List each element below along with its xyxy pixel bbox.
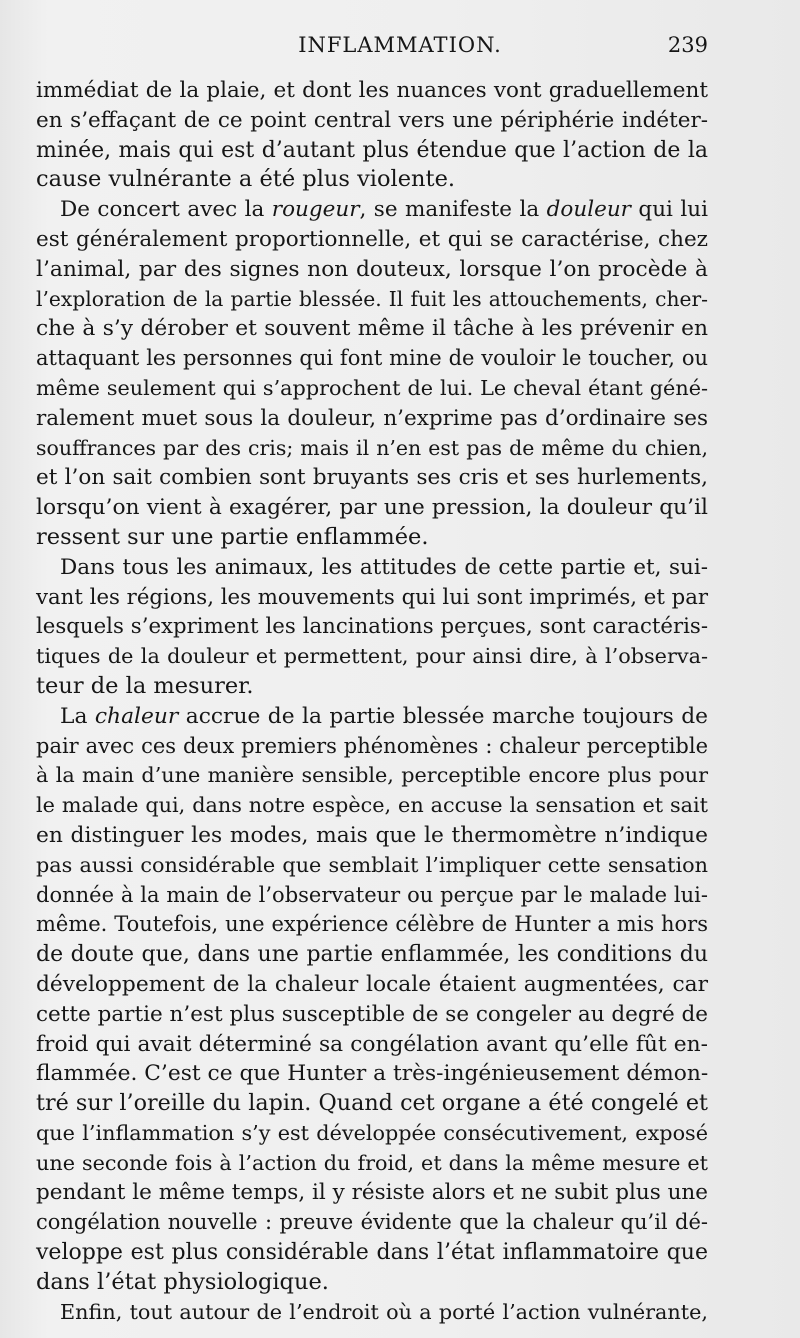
- text-line: dans l’état physiologique.: [36, 1268, 329, 1295]
- text-line: pendant le même temps, il y résiste alors et ne subit plus une: [36, 1180, 708, 1206]
- text-line: même seulement qui s’approchent de lui. Le cheval étant géné-: [36, 375, 708, 400]
- text-line: froid qui avait déterminé sa congélation avant qu’elle fût en-: [36, 1031, 708, 1057]
- running-title: INFLAMMATION.: [298, 33, 502, 57]
- text-line: souffrances par des cris; mais il n’en est pas de même du chien,: [36, 435, 708, 460]
- text-line: vant les régions, les mouvements qui lui sont imprimés, et par: [36, 584, 709, 610]
- emphasized-term: rougeur: [271, 197, 360, 223]
- text-line: à la main d’une manière sensible, perceptible encore plus pour: [36, 763, 708, 788]
- text-line: ralement muet sous la douleur, n’exprime pas d’ordinaire ses: [36, 405, 708, 431]
- text-line: Dans tous les animaux, les attitudes de cette partie et, sui-: [60, 554, 708, 580]
- text-line: congélation nouvelle : preuve évidente que la chaleur qu’il dé-: [36, 1210, 708, 1235]
- text-line: immédiat de la plaie, et dont les nuances vont graduellement: [36, 78, 708, 103]
- text-line: lesquels s’expriment les lancinations perçues, sont caractéris-: [36, 614, 708, 640]
- text-line: che à s’y dérober et souvent même il tâche à les prévenir en: [36, 316, 708, 342]
- text-run: , se manifeste la: [359, 197, 547, 223]
- text-line: tré sur l’oreille du lapin. Quand cet organe a été congelé et: [36, 1090, 708, 1117]
- emphasized-term: chaleur: [94, 703, 179, 729]
- text-line: flammée. C’est ce que Hunter a très-ingénieusement démon-: [36, 1061, 709, 1087]
- text-line: une seconde fois à l’action du froid, et dans la même mesure et: [36, 1150, 708, 1175]
- body-text: [36, 76, 708, 1327]
- text-line: que l’inflammation s’y est développée consécutivement, exposé: [36, 1120, 708, 1145]
- text-line: donnée à la main de l’observateur ou perçue par le malade lui-: [36, 882, 708, 907]
- text-run: accrue de la partie blessée marche toujours de: [178, 703, 708, 729]
- emphasized-term: douleur: [546, 197, 631, 223]
- text-line: teur de la mesurer.: [36, 672, 254, 699]
- text-line: en s’effaçant de ce point central vers une périphérie indéter-: [36, 107, 708, 133]
- text-line: l’exploration de la partie blessée. Il fuit les attouchements, cher-: [36, 286, 708, 311]
- text-line: développement de la chaleur locale étaient augmentées, car: [36, 971, 708, 997]
- text-run: De concert avec la: [60, 197, 272, 223]
- text-line: est généralement proportionnelle, et qui se caractérise, chez: [36, 226, 708, 252]
- text-line: pair avec ces deux premiers phénomènes : chaleur perceptible: [36, 733, 708, 758]
- text-line: Enfin, tout autour de l’endroit où a porté l’action vulnérante,: [60, 1299, 708, 1324]
- text-line: minée, mais qui est d’autant plus étendue que l’action de la: [36, 137, 708, 163]
- text-line: attaquant les personnes qui font mine de vouloir le toucher, ou: [36, 346, 708, 371]
- text-line: lorsqu’on vient à exagérer, par une pression, la douleur qu’il: [36, 495, 708, 521]
- page-number: 239: [667, 33, 708, 57]
- text-line: ressent sur une partie enflammée.: [36, 523, 429, 550]
- text-line: cause vulnérante a été plus violente.: [36, 166, 456, 193]
- text-line: l’animal, par des signes non douteux, lorsque l’on procède à: [36, 256, 708, 282]
- text-run: qui lui: [630, 197, 708, 223]
- text-line: [36, 702, 708, 732]
- text-line: et l’on sait combien sont bruyants ses cris et ses hurlements,: [36, 465, 708, 491]
- text-line: cette partie n’est plus susceptible de se congeler au degré de: [36, 1001, 708, 1027]
- text-line: [36, 195, 708, 225]
- text-line: de doute que, dans une partie enflammée, les conditions du: [36, 942, 708, 968]
- text-line: tiques de la douleur et permettent, pour ainsi dire, à l’observa-: [36, 644, 708, 669]
- text-line: pas aussi considérable que semblait l’impliquer cette sensation: [36, 852, 708, 877]
- text-line: en distinguer les modes, mais que le thermomètre n’indique: [36, 822, 708, 848]
- text-line: veloppe est plus considérable dans l’état inflammatoire que: [36, 1240, 708, 1266]
- text-line: le malade qui, dans notre espèce, en accuse la sensation et sait: [36, 793, 708, 818]
- text-run: La: [60, 703, 95, 729]
- text-line: même. Toutefois, une expérience célèbre de Hunter a mis hors: [36, 912, 708, 937]
